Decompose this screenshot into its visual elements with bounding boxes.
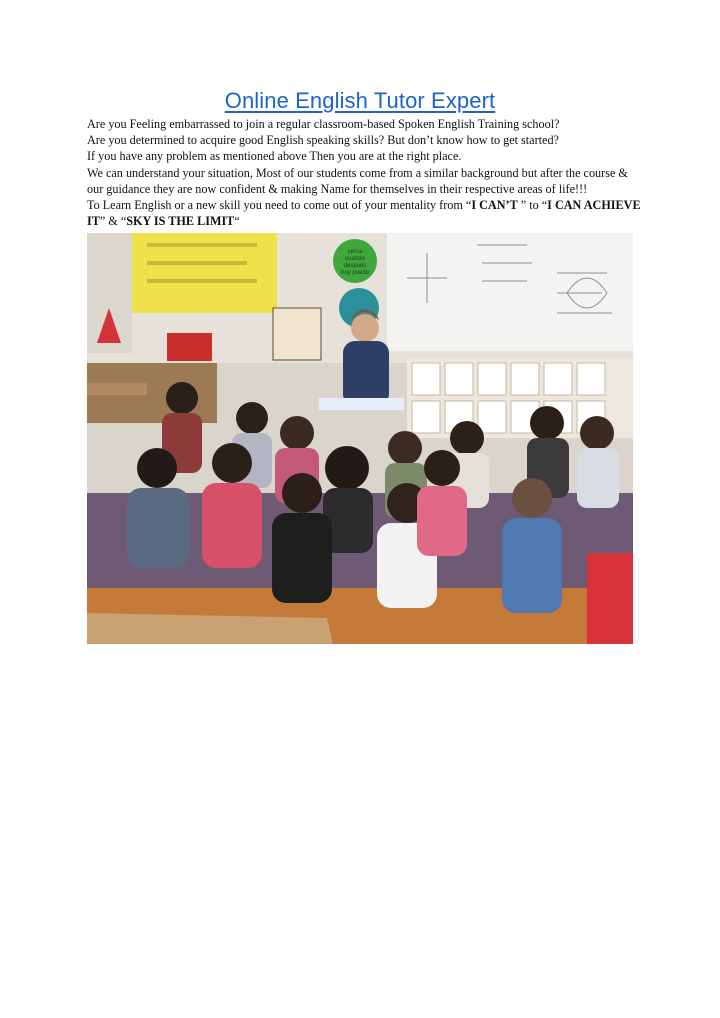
paragraph-2: Are you determined to acquire good English speaking skills? But don’t know how to get started? bbox=[87, 133, 559, 148]
paragraph-4: We can understand your situation, Most of our students come from a similar background but after the course & our guidance they are now confident & making Name for themselves in their respective areas of life!!! bbox=[87, 165, 628, 196]
sign-line-1: cerca bbox=[347, 249, 363, 255]
sign-line-3: después bbox=[343, 263, 367, 269]
sign-line-2: cuando bbox=[345, 256, 365, 262]
closing-text-start: To Learn English or a new skill you need to come out of your mentality from “ bbox=[87, 198, 472, 213]
closing-text-mid2: ” & “ bbox=[99, 214, 127, 229]
sign-line-4: hoy puedo bbox=[340, 270, 370, 276]
classroom-photo bbox=[87, 233, 633, 644]
page-title: Online English Tutor Expert bbox=[224, 88, 496, 113]
paragraph-1: Are you Feeling embarrassed to join a regular classroom-based Spoken English Training school? bbox=[87, 117, 560, 131]
closing-text-end: “ bbox=[234, 214, 240, 229]
quote-i-can-achieve-it: I CAN ACHIEVE IT bbox=[87, 198, 641, 229]
quote-i-cant: I CAN’T bbox=[471, 198, 518, 213]
closing-paragraph bbox=[87, 197, 642, 229]
paragraph-3: If you have any problem as mentioned above Then you are at the right place. bbox=[87, 149, 462, 164]
closing-text-mid1: ” to “ bbox=[517, 198, 548, 213]
quote-sky-is-the-limit: SKY IS THE LIMIT bbox=[126, 214, 235, 229]
body-text bbox=[87, 116, 642, 229]
